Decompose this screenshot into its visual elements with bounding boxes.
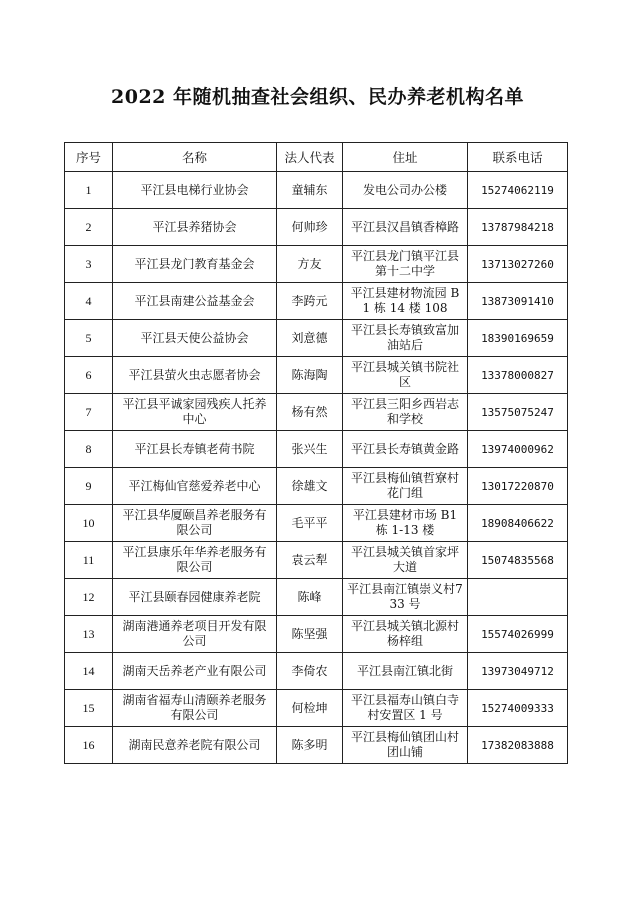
- cell-address: 平江县梅仙镇团山村团山铺: [343, 727, 468, 764]
- cell-rep: 袁云犁: [277, 542, 343, 579]
- table-row: [65, 468, 568, 505]
- cell-no: 14: [65, 653, 113, 690]
- cell-rep: 陈峰: [277, 579, 343, 616]
- cell-rep: 何检坤: [277, 690, 343, 727]
- cell-rep: 陈海陶: [277, 357, 343, 394]
- cell-address: 平江县建材市场 B1 栋 1-13 楼: [343, 505, 468, 542]
- table-header-row: [65, 143, 568, 172]
- cell-phone: 13973049712: [468, 653, 568, 690]
- table-row: [65, 172, 568, 209]
- header-rep: 法人代表: [277, 143, 343, 172]
- cell-no: 12: [65, 579, 113, 616]
- table-row: [65, 579, 568, 616]
- cell-phone: 13873091410: [468, 283, 568, 320]
- cell-address: 平江县福寿山镇白寺村安置区 1 号: [343, 690, 468, 727]
- cell-address: 平江县建材物流园 B1 栋 14 楼 108: [343, 283, 468, 320]
- cell-no: 13: [65, 616, 113, 653]
- cell-rep: 陈坚强: [277, 616, 343, 653]
- table-row: [65, 283, 568, 320]
- cell-phone: 15074835568: [468, 542, 568, 579]
- cell-name: 湖南天岳养老产业有限公司: [113, 653, 277, 690]
- cell-address: 发电公司办公楼: [343, 172, 468, 209]
- cell-no: 16: [65, 727, 113, 764]
- cell-rep: 刘意德: [277, 320, 343, 357]
- table-row: [65, 653, 568, 690]
- table-row: [65, 727, 568, 764]
- cell-name: 平江县天使公益协会: [113, 320, 277, 357]
- table-row: [65, 394, 568, 431]
- cell-rep: 童辅东: [277, 172, 343, 209]
- cell-phone: 13575075247: [468, 394, 568, 431]
- table-row: [65, 357, 568, 394]
- cell-phone: 18390169659: [468, 320, 568, 357]
- cell-phone: 15274009333: [468, 690, 568, 727]
- cell-address: 平江县汉昌镇香樟路: [343, 209, 468, 246]
- cell-address: 平江县城关镇北源村杨梓组: [343, 616, 468, 653]
- cell-rep: 徐雄文: [277, 468, 343, 505]
- cell-address: 平江县三阳乡西岩志和学校: [343, 394, 468, 431]
- cell-no: 1: [65, 172, 113, 209]
- cell-no: 5: [65, 320, 113, 357]
- table-row: [65, 542, 568, 579]
- cell-phone: [468, 579, 568, 616]
- cell-rep: 陈多明: [277, 727, 343, 764]
- header-address: 住址: [343, 143, 468, 172]
- cell-name: 平江县平诚家园残疾人托养中心: [113, 394, 277, 431]
- cell-phone: 13713027260: [468, 246, 568, 283]
- cell-name: 湖南省福寿山清颐养老服务有限公司: [113, 690, 277, 727]
- cell-no: 3: [65, 246, 113, 283]
- table-row: [65, 616, 568, 653]
- cell-name: 平江县南建公益基金会: [113, 283, 277, 320]
- cell-phone: 13787984218: [468, 209, 568, 246]
- cell-rep: 李跨元: [277, 283, 343, 320]
- cell-no: 4: [65, 283, 113, 320]
- header-phone: 联系电话: [468, 143, 568, 172]
- cell-phone: 13378000827: [468, 357, 568, 394]
- cell-address: 平江县城关镇首家坪大道: [343, 542, 468, 579]
- organization-table: [64, 142, 568, 764]
- cell-name: 平江县萤火虫志愿者协会: [113, 357, 277, 394]
- cell-no: 8: [65, 431, 113, 468]
- cell-no: 2: [65, 209, 113, 246]
- cell-no: 11: [65, 542, 113, 579]
- header-no: 序号: [65, 143, 113, 172]
- cell-phone: 17382083888: [468, 727, 568, 764]
- cell-address: 平江县龙门镇平江县第十二中学: [343, 246, 468, 283]
- cell-address: 平江县长寿镇黄金路: [343, 431, 468, 468]
- cell-name: 平江县长寿镇老荷书院: [113, 431, 277, 468]
- table-row: [65, 320, 568, 357]
- table-row: [65, 209, 568, 246]
- cell-name: 平江县养猪协会: [113, 209, 277, 246]
- cell-name: 平江县颐春园健康养老院: [113, 579, 277, 616]
- cell-no: 9: [65, 468, 113, 505]
- cell-rep: 张兴生: [277, 431, 343, 468]
- cell-address: 平江县梅仙镇哲寮村花门组: [343, 468, 468, 505]
- header-name: 名称: [113, 143, 277, 172]
- cell-name: 平江县龙门教育基金会: [113, 246, 277, 283]
- cell-phone: 15574026999: [468, 616, 568, 653]
- cell-address: 平江县南江镇北街: [343, 653, 468, 690]
- cell-name: 湖南民意养老院有限公司: [113, 727, 277, 764]
- cell-name: 平江县电梯行业协会: [113, 172, 277, 209]
- cell-rep: 何帅珍: [277, 209, 343, 246]
- cell-address: 平江县南江镇崇义村733 号: [343, 579, 468, 616]
- cell-no: 10: [65, 505, 113, 542]
- cell-phone: 13017220870: [468, 468, 568, 505]
- cell-rep: 毛平平: [277, 505, 343, 542]
- table-row: [65, 431, 568, 468]
- cell-name: 湖南港通养老项目开发有限公司: [113, 616, 277, 653]
- cell-address: 平江县城关镇书院社区: [343, 357, 468, 394]
- cell-rep: 李倚农: [277, 653, 343, 690]
- cell-rep: 杨有然: [277, 394, 343, 431]
- cell-no: 15: [65, 690, 113, 727]
- cell-no: 7: [65, 394, 113, 431]
- page-title: 2022 年随机抽查社会组织、民办养老机构名单: [111, 86, 524, 108]
- cell-name: 平江县华厦颐昌养老服务有限公司: [113, 505, 277, 542]
- cell-phone: 13974000962: [468, 431, 568, 468]
- table-row: [65, 690, 568, 727]
- cell-rep: 方友: [277, 246, 343, 283]
- cell-name: 平江县康乐年华养老服务有限公司: [113, 542, 277, 579]
- table-row: [65, 505, 568, 542]
- cell-phone: 18908406622: [468, 505, 568, 542]
- cell-no: 6: [65, 357, 113, 394]
- cell-name: 平江梅仙官慈爱养老中心: [113, 468, 277, 505]
- cell-phone: 15274062119: [468, 172, 568, 209]
- cell-address: 平江县长寿镇致富加油站后: [343, 320, 468, 357]
- table-row: [65, 246, 568, 283]
